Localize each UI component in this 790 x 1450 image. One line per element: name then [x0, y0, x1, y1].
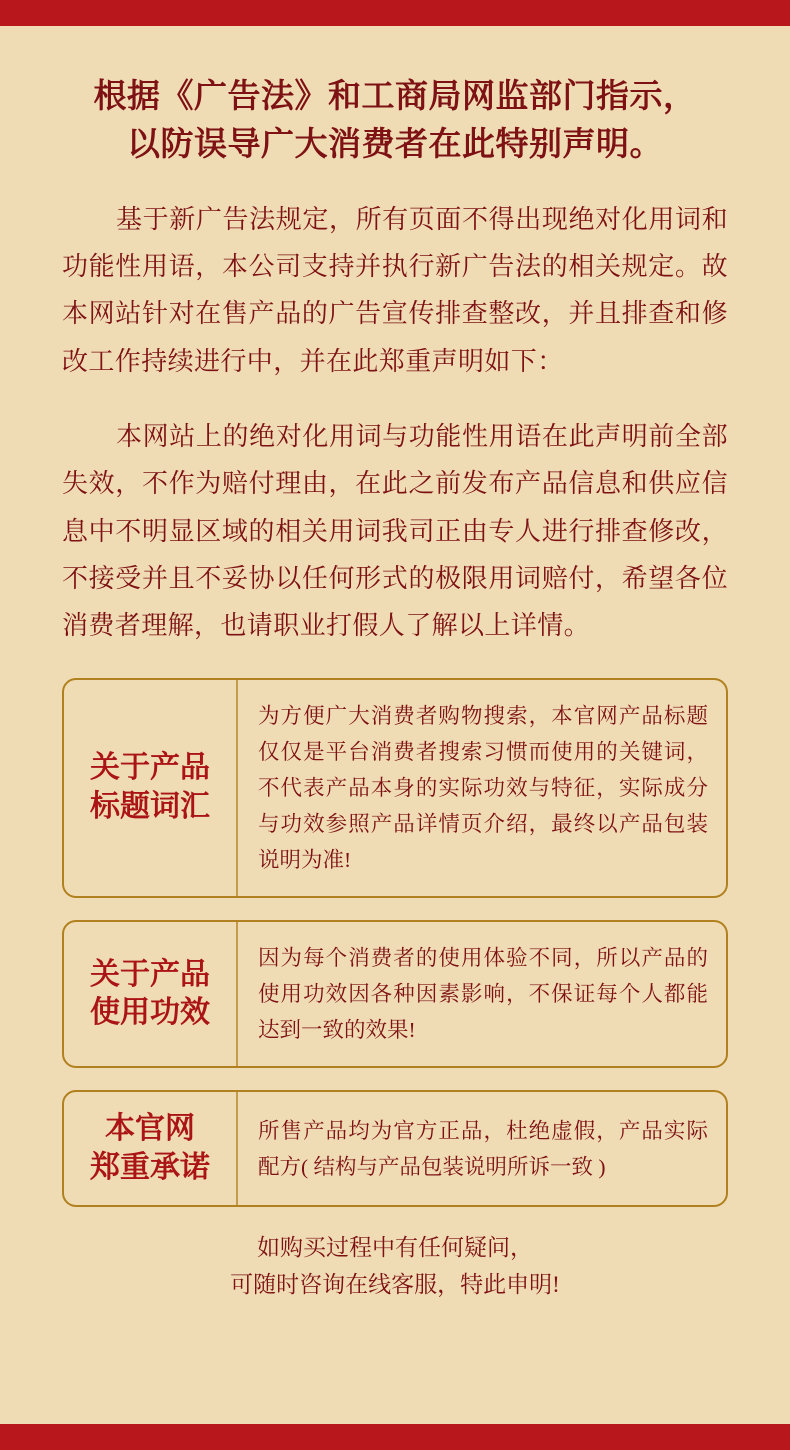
- notice-card-official-promise: [62, 1090, 728, 1207]
- notice-card-label-line-2: 标题词汇: [90, 789, 210, 823]
- notice-card-product-efficacy: [62, 920, 728, 1068]
- notice-card-label: [64, 680, 238, 897]
- footer-note-line-2: 可随时咨询在线客服，特此申明!: [230, 1272, 560, 1298]
- notice-card-label-line-2: 使用功效: [90, 996, 210, 1030]
- notice-card-text: [238, 680, 726, 897]
- page-title-line-1: 根据《广告法》和工商局网监部门指示，: [93, 79, 697, 115]
- notice-card-label-line-1: 关于产品: [90, 957, 210, 991]
- notice-card-product-title: [62, 678, 728, 899]
- notice-card-text-content: 所售产品均为官方正品，杜绝虚假，产品实际配方( 结构与产品包装说明所诉一致 ): [258, 1118, 708, 1179]
- notice-card-label-line-1: 关于产品: [90, 751, 210, 785]
- footer-note-line-1: 如购买过程中有任何疑问，: [257, 1235, 533, 1261]
- notice-card-text: [238, 922, 726, 1066]
- page-title: [62, 26, 728, 170]
- notice-card-label-line-1: 本官网: [105, 1112, 195, 1146]
- notice-card-list: [62, 678, 728, 1208]
- notice-card-label: [64, 922, 238, 1066]
- bottom-red-band: [0, 1424, 790, 1450]
- top-red-band: [0, 0, 790, 26]
- notice-card-text: [238, 1092, 726, 1205]
- notice-card-text-content: 因为每个消费者的使用体验不同，所以产品的使用功效因各种因素影响，不保证每个人都能达到一致的效果!: [258, 946, 708, 1043]
- notice-card-label: [64, 1092, 238, 1205]
- footer-note: [62, 1229, 728, 1304]
- statement-body: [62, 196, 728, 650]
- notice-card-text-content: 为方便广大消费者购物搜索，本官网产品标题仅仅是平台消费者搜索习惯而使用的关键词，不代表产品本身的实际功效与特征，实际成分与功效参照产品详情页介绍，最终以产品包装说明为准!: [258, 703, 708, 872]
- page-title-line-2: 以防误导广大消费者在此特别声明。: [127, 126, 663, 163]
- notice-card-label-line-2: 郑重承诺: [90, 1150, 210, 1184]
- statement-paragraph-2: 本网站上的绝对化用词与功能性用语在此声明前全部失效，不作为赔付理由，在此之前发布产品信息和供应信息中不明显区域的相关用词我司正由专人进行排查修改，不接受并且不妥协以任何形式的极限用词赔付，希望各位消费者理解，也请职业打假人了解以上详情。: [62, 421, 728, 641]
- disclaimer-sheet: [0, 26, 790, 1424]
- statement-paragraph-1: 基于新广告法规定，所有页面不得出现绝对化用词和功能性用语，本公司支持并执行新广告法的相关规定。故本网站针对在售产品的广告宣传排查整改，并且排查和修改工作持续进行中，并在此郑重声明如下：: [62, 204, 728, 376]
